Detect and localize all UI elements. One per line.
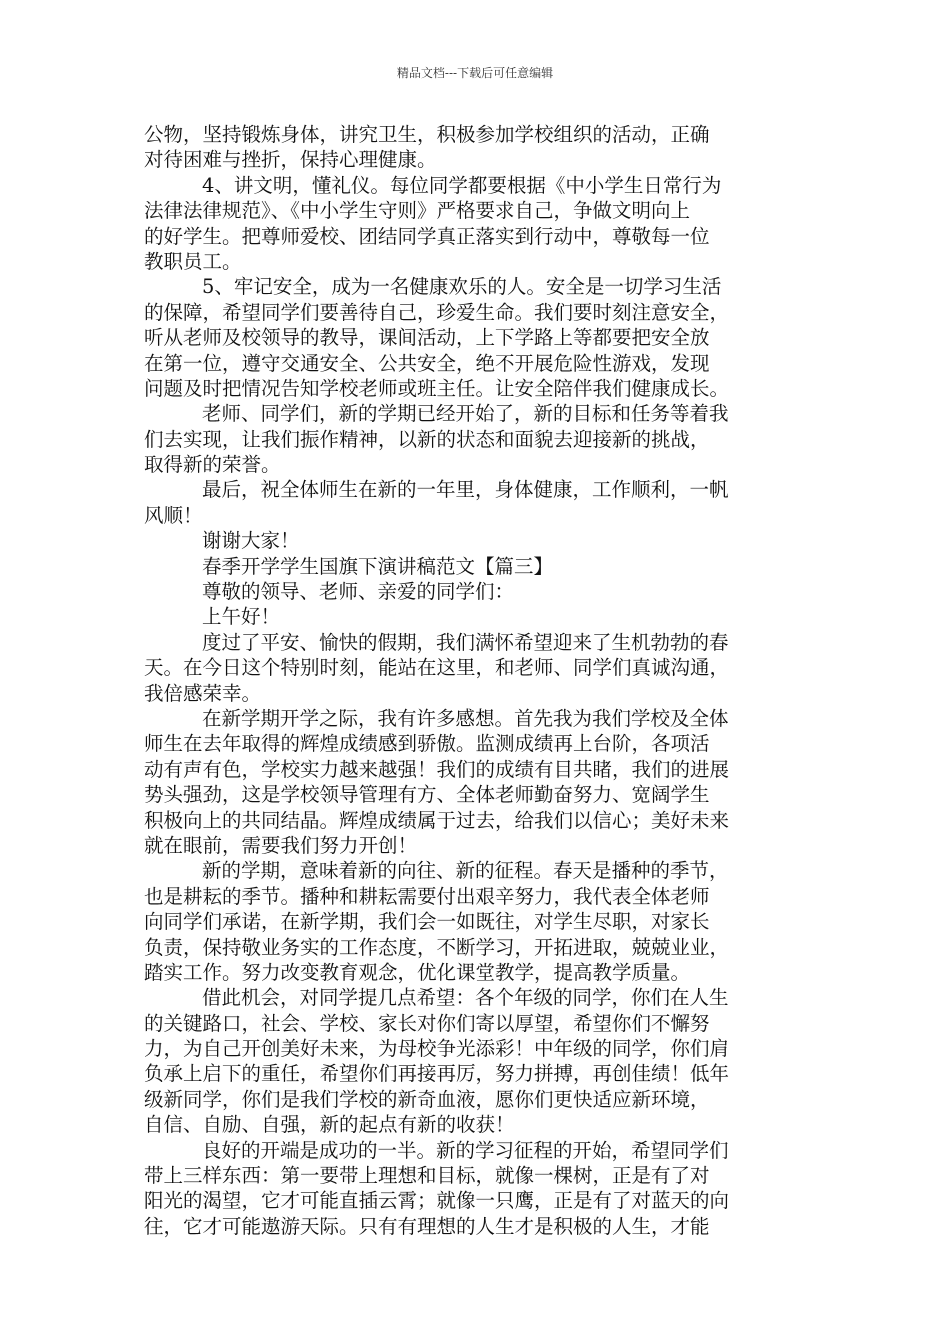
text-line: 尊敬的领导、老师、亲爱的同学们： xyxy=(202,580,515,604)
text-line: 也是耕耘的季节。播种和耕耘需要付出艰辛努力，我代表全体老师 xyxy=(144,884,710,908)
text-line: 阳光的渴望，它才可能直插云霄；就像一只鹰，正是有了对蓝天的向 xyxy=(144,1189,730,1213)
text-line: 度过了平安、愉快的假期，我们满怀希望迎来了生机勃勃的春 xyxy=(202,630,729,654)
text-line: 良好的开端是成功的一半。新的学习征程的开始，希望同学们 xyxy=(202,1138,729,1162)
text-line: 教职员工。 xyxy=(144,249,242,273)
text-line: 向同学们承诺，在新学期，我们会一如既往，对学生尽职，对家长 xyxy=(144,910,710,934)
text-line: 力，为自己开创美好未来，为母校争光添彩！中年级的同学，你们肩 xyxy=(144,1037,730,1061)
text-line: 在新学期开学之际，我有许多感想。首先我为我们学校及全体 xyxy=(202,706,729,730)
text-line: 法律法律规范》、《中小学生守则》严格要求自己，争做文明向上 xyxy=(144,199,691,223)
text-line: 就在眼前，需要我们努力开创！ xyxy=(144,833,418,857)
text-line: 问题及时把情况告知学校老师或班主任。让安全陪伴我们健康成长。 xyxy=(144,376,730,400)
text-line: 最后，祝全体师生在新的一年里，身体健康，工作顺利，一帆 xyxy=(202,478,729,502)
text-line: 师生在去年取得的辉煌成绩感到骄傲。监测成绩再上台阶，各项活 xyxy=(144,732,710,756)
page-header: 精品文档---下载后可任意编辑 xyxy=(396,66,554,80)
text-line: 的关键路口，社会、学校、家长对你们寄以厚望，希望你们不懈努 xyxy=(144,1011,710,1035)
text-line: 谢谢大家！ xyxy=(202,529,300,553)
text-line: 动有声有色，学校实力越来越强！我们的成绩有目共睹，我们的进展 xyxy=(144,757,730,781)
text-line: 负责，保持敬业务实的工作态度，不断学习，开拓进取，兢兢业业， xyxy=(144,935,730,959)
text-line: 取得新的荣誉。 xyxy=(144,453,281,477)
text-line: 级新同学，你们是我们学校的新奇血液，愿你们更快适应新环境， xyxy=(144,1087,710,1111)
text-line: 踏实工作。努力改变教育观念，优化课堂教学，提高教学质量。 xyxy=(144,960,691,984)
text-line: 风顺！ xyxy=(144,503,203,527)
text-line: 4、讲文明，懂礼仪。每位同学都要根据《中小学生日常行为 xyxy=(202,173,722,197)
text-line: 5、牢记安全，成为一名健康欢乐的人。安全是一切学习生活 xyxy=(202,275,722,299)
document-body xyxy=(144,122,812,1239)
text-line: 负承上启下的重任，希望你们再接再厉，努力拼搏，再创佳绩！低年 xyxy=(144,1062,730,1086)
text-line: 公物，坚持锻炼身体，讲究卫生，积极参加学校组织的活动，正确 xyxy=(144,123,710,146)
text-line: 听从老师及校领导的教导，课间活动，上下学路上等都要把安全放 xyxy=(144,326,710,350)
text-line: 我倍感荣幸。 xyxy=(144,681,262,705)
text-line: 春季开学学生国旗下演讲稿范文【篇三】 xyxy=(202,554,554,578)
text-line: 积极向上的共同结晶。辉煌成绩属于过去，给我们以信心；美好未来 xyxy=(144,808,730,832)
text-line: 往，它才可能遨游天际。只有有理想的人生才是积极的人生，才能 xyxy=(144,1214,710,1238)
text-line: 天。在今日这个特别时刻，能站在这里，和老师、同学们真诚沟通， xyxy=(144,656,730,680)
text-line: 们去实现，让我们振作精神，以新的状态和面貌去迎接新的挑战， xyxy=(144,427,710,451)
text-line: 上午好！ xyxy=(202,605,281,629)
text-line: 新的学期，意味着新的向往、新的征程。春天是播种的季节， xyxy=(202,859,729,883)
text-line: 老师、同学们，新的学期已经开始了，新的目标和任务等着我 xyxy=(202,402,729,426)
text-line: 自信、自励、自强，新的起点有新的收获！ xyxy=(144,1113,515,1137)
text-line: 势头强劲，这是学校领导管理有方、全体老师勤奋努力、宽阔学生 xyxy=(144,783,710,807)
text-line: 对待困难与挫折，保持心理健康。 xyxy=(144,148,437,172)
text-line: 的保障，希望同学们要善待自己，珍爱生命。我们要时刻注意安全， xyxy=(144,300,730,324)
text-line: 在第一位，遵守交通安全、公共安全，绝不开展危险性游戏，发现 xyxy=(144,351,710,375)
text-line: 的好学生。把尊师爱校、团结同学真正落实到行动中，尊敬每一位 xyxy=(144,224,710,248)
text-line: 借此机会，对同学提几点希望：各个年级的同学，你们在人生 xyxy=(202,986,729,1010)
text-line: 带上三样东西：第一要带上理想和目标，就像一棵树，正是有了对 xyxy=(144,1164,710,1188)
